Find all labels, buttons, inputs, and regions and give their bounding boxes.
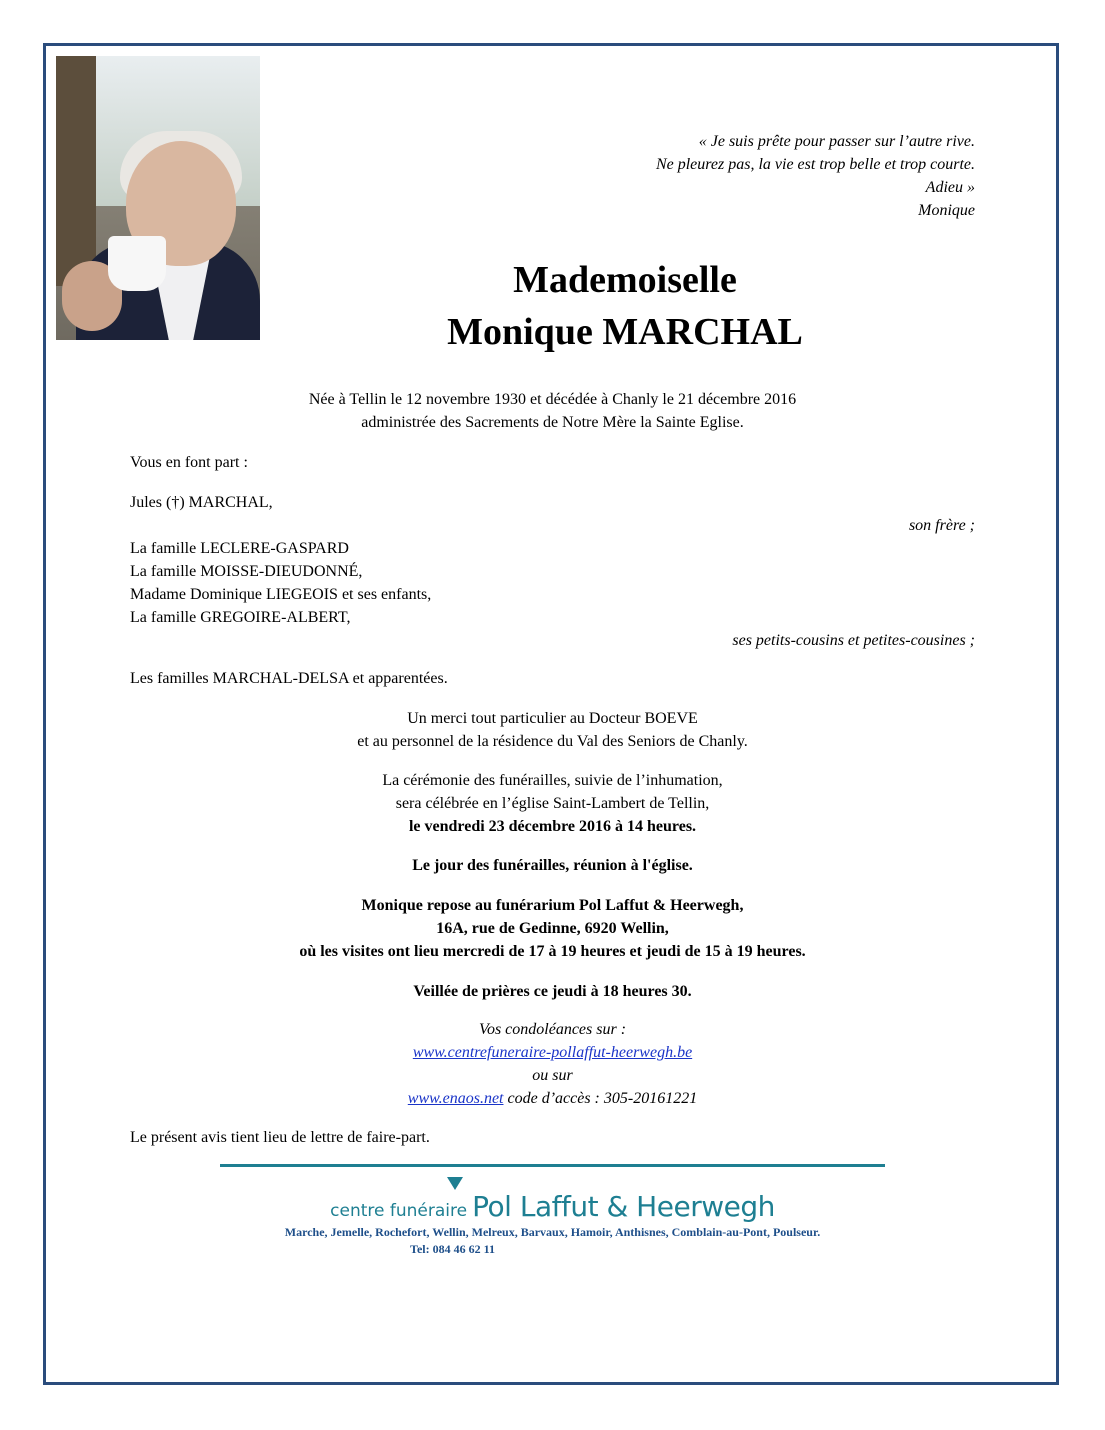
footer-towns: Marche, Jemelle, Rochefort, Wellin, Melreux, Barvaux, Hamoir, Anthisnes, Comblain-au-Pont, Poulseur. <box>284 1225 821 1239</box>
epitaph-quote <box>656 130 975 222</box>
deceased-title: Mademoiselle <box>513 259 737 301</box>
quote-line: Adieu » <box>925 179 975 196</box>
list-item: Madame Dominique LIEGEOIS et ses enfants, <box>130 586 432 603</box>
family-cousins-role: ses petits-cousins et petites-cousines ; <box>732 632 975 649</box>
condolences-link-funeral-home[interactable]: www.centrefuneraire-pollaffut-heerwegh.be <box>412 1044 693 1061</box>
quote-line: Ne pleurez pas, la vie est trop belle et trop courte. <box>655 156 975 173</box>
condolences-or: ou sur <box>532 1067 573 1084</box>
logo-small-text: centre funéraire <box>330 1201 468 1221</box>
portrait-photo <box>56 56 260 340</box>
deceased-name: Monique MARCHAL <box>447 311 803 353</box>
logo-brand-name: Pol Laffut & Heerwegh <box>472 1190 775 1223</box>
closing-text: Le présent avis tient lieu de lettre de faire-part. <box>130 1129 430 1146</box>
condolences-label: Vos condoléances sur : <box>478 1021 627 1038</box>
intro-text: Vous en font part : <box>130 454 248 471</box>
thanks-text: Un merci tout particulier au Docteur BOEVE et au personnel de la résidence du Val des Seniors de Chanly. <box>357 710 748 750</box>
list-item: La famille MOISSE-DIEUDONNÉ, <box>130 563 363 580</box>
family-brother: Jules (†) MARCHAL, <box>130 494 273 511</box>
family-cousins-list <box>130 537 975 629</box>
funeral-home-logo <box>220 1190 885 1223</box>
vigil-info: Veillée de prières ce jeudi à 18 heures 30. <box>413 983 692 1000</box>
funerarium-info: Monique repose au funérarium Pol Laffut & Heerwegh, 16A, rue de Gedinne, 6920 Wellin, où les visites ont lieu mercredi de 17 à 19 heures et jeudi de 15 à 19 heures. <box>299 897 806 960</box>
condolences-section <box>130 1018 975 1110</box>
footer-divider <box>220 1164 885 1167</box>
family-brother-role: son frère ; <box>908 517 975 534</box>
family-others: Les familles MARCHAL-DELSA et apparentées. <box>130 670 448 687</box>
ceremony-date: le vendredi 23 décembre 2016 à 14 heures. <box>408 818 697 835</box>
meeting-info: Le jour des funérailles, réunion à l'église. <box>412 857 693 874</box>
footer-phone: Tel: 084 46 62 11 <box>410 1242 495 1256</box>
quote-line: « Je suis prête pour passer sur l’autre rive. <box>698 133 975 150</box>
ceremony-info: La cérémonie des funérailles, suivie de l’inhumation, sera célébrée en l’église Saint-Lambert de Tellin, le vendredi 23 décembre 2016 à 14 heures. <box>130 769 975 838</box>
birth-death-info: Née à Tellin le 12 novembre 1930 et décédée à Chanly le 21 décembre 2016 administrée des Sacrements de Notre Mère la Sainte Eglise. <box>308 391 797 431</box>
quote-signature: Monique <box>918 202 975 219</box>
condolences-link-enaos[interactable]: www.enaos.net <box>407 1090 504 1107</box>
list-item: La famille LECLERE-GASPARD <box>130 540 349 557</box>
list-item: La famille GREGOIRE-ALBERT, <box>130 609 351 626</box>
access-code: code d’accès : 305-20161221 <box>503 1090 698 1107</box>
logo-triangle-icon <box>447 1177 463 1190</box>
